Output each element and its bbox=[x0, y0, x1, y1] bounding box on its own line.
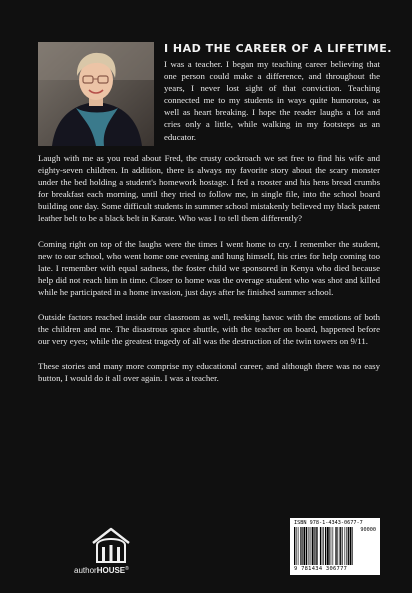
author-photo bbox=[38, 42, 154, 146]
barcode-bar bbox=[315, 527, 316, 565]
isbn-number: ISBN 978-1-4343-0677-7 bbox=[294, 520, 363, 526]
barcode-bar bbox=[335, 527, 336, 565]
barcode-bar bbox=[300, 527, 301, 565]
barcode-bar bbox=[320, 527, 321, 565]
barcode-bar bbox=[317, 527, 318, 565]
barcode-bar bbox=[333, 527, 334, 565]
paragraph: Outside factors reached inside our classroom as well, reeking havoc with the emotions of both the children and me. The disastrous space shuttle, with the teacher on board, happened before our very eyes; while the greatest tragedy of all was the destruction of the twin towers on 9/11. bbox=[38, 312, 380, 347]
barcode-bar bbox=[345, 527, 346, 565]
barcode-bar bbox=[331, 527, 332, 565]
body-text bbox=[38, 152, 380, 398]
isbn-barcode bbox=[290, 518, 380, 575]
barcode-bar bbox=[325, 527, 326, 565]
paragraph: Coming right on top of the laughs were the times I went home to cry. I remember the student, new to our school, who went home one evening and hung himself, his cries for help coming too late. I remember with equal sadness, the foster child we sponsored in Kenya who died because help did not reach him in time. Closer to home was the overage student who was shot and killed while he participated in a home invasion, just days after he finished summer school. bbox=[38, 238, 380, 297]
barcode-bar bbox=[340, 527, 341, 565]
barcode-bar bbox=[322, 527, 323, 565]
barcode-digits: 9 781434 306777 bbox=[294, 566, 348, 572]
barcode-bar bbox=[306, 527, 307, 565]
barcode-bar bbox=[314, 527, 315, 565]
barcode-bar bbox=[323, 527, 324, 565]
barcode-bar bbox=[342, 527, 343, 565]
barcode-bar bbox=[336, 527, 337, 565]
price-code: 90000 bbox=[360, 527, 376, 533]
barcode-bar bbox=[339, 527, 340, 565]
barcode-bar bbox=[302, 527, 303, 565]
barcode-bar bbox=[303, 527, 305, 565]
barcode-bar bbox=[346, 527, 347, 565]
barcode-bar bbox=[327, 527, 329, 565]
barcode-bar bbox=[329, 527, 330, 565]
registered-mark: ® bbox=[125, 566, 129, 572]
barcode-bar bbox=[348, 527, 349, 565]
barcode-bar bbox=[310, 527, 311, 565]
headline: I HAD THE CAREER OF A LIFETIME. bbox=[164, 42, 392, 55]
barcode-bar bbox=[296, 527, 297, 565]
barcode-bar bbox=[352, 527, 353, 565]
barcode-bar bbox=[298, 527, 299, 565]
publisher-name-prefix: author bbox=[74, 566, 97, 575]
intro-paragraph: I was a teacher. I began my teaching career believing that one person could make a difference, and throughout the years, I never lost sight of that conviction. Teaching connected me to my students in ways quite humorous, as well as heart breaking. I hope the reader laughs a lot and cries only a little, while walking in my footsteps as an educator. bbox=[164, 59, 380, 142]
barcode-bar bbox=[312, 527, 314, 565]
barcode-bars bbox=[294, 527, 354, 565]
paragraph: These stories and many more comprise my educational career, and although there was no easy button, I would do it all over again. I was a teacher. bbox=[38, 361, 380, 384]
publisher-name-suffix: HOUSE bbox=[96, 566, 126, 575]
barcode-bar bbox=[350, 527, 352, 565]
paragraph: Laugh with me as you read about Fred, the crusty cockroach we set free to find his wife and eighty-seven children. In addition, there is always my favorite story about the scary monster under the bed holding a student's homework hostage. I fed a rooster and his hens bread crumbs for breakfast each morning, until they tried to follow me, in single file, into the school board building one day. Some difficult students in summer school mistakenly believed my black patent leather belt to be a black belt in Karate. Who was I to tell them differently? bbox=[38, 153, 380, 224]
barcode-bar bbox=[309, 527, 310, 565]
barcode-bar bbox=[294, 527, 295, 565]
publisher-name bbox=[74, 566, 129, 575]
